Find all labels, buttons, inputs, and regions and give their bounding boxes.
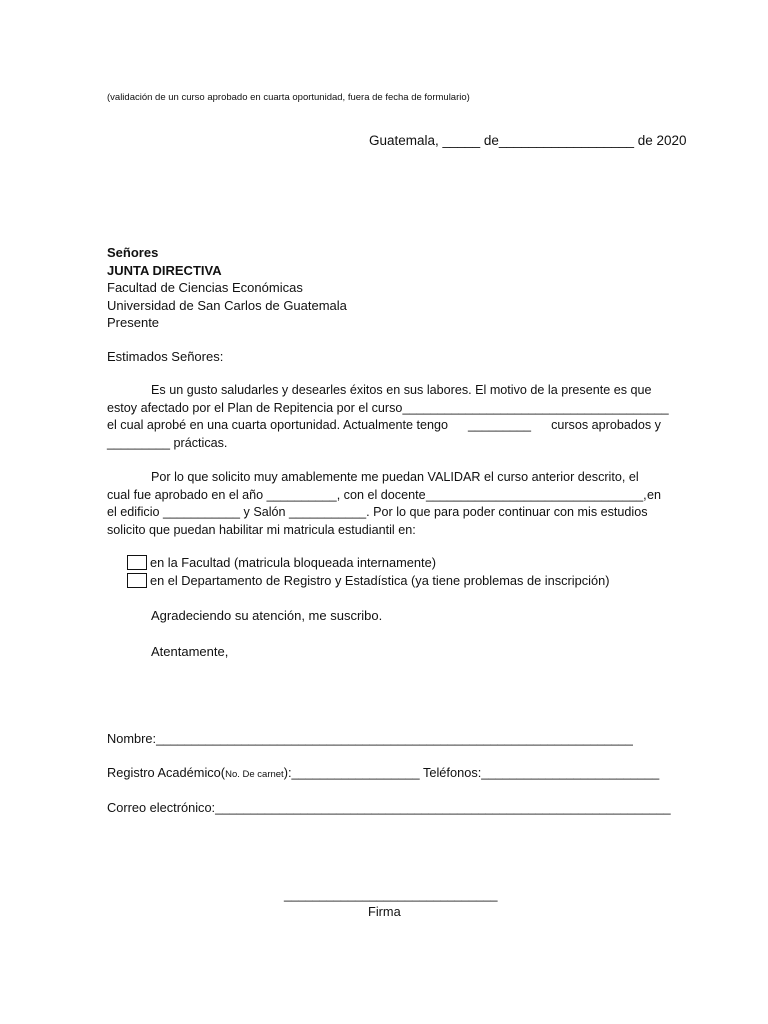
paragraph-line xyxy=(107,435,661,453)
paragraph-line xyxy=(107,469,661,487)
paragraph-text: Por lo que solicito muy amablemente me puedan VALIDAR el curso anterior descrito, el xyxy=(151,470,639,484)
recipient-faculty: Facultad de Ciencias Económicas xyxy=(107,280,303,295)
paragraph-text: el cual aprobé en una cuarta oportunidad. Actualmente tengo xyxy=(107,418,448,433)
recipient-salutation: Señores xyxy=(107,245,159,260)
teacher-blank: _______________________________, xyxy=(425,487,647,502)
signature-line: ______________________________ xyxy=(284,887,498,902)
closing-text: Agradeciendo su atención, me suscribo. xyxy=(151,608,383,623)
course-blank: ______________________________________ xyxy=(402,400,669,415)
paragraph-line xyxy=(107,400,669,418)
greeting: Estimados Señores: xyxy=(107,349,224,364)
registro-field xyxy=(107,765,659,780)
option-faculty xyxy=(127,555,436,570)
paragraph-text: Es un gusto saludarles y desearles éxitos en sus labores. El motivo de la presente es que xyxy=(151,383,652,397)
paragraph-repitencia xyxy=(107,382,669,452)
email-field: Correo electrónico:________________________________________________________________ xyxy=(107,800,671,815)
option-registry-label: en el Departamento de Registro y Estadística (ya tiene problemas de inscripción) xyxy=(150,573,610,588)
paragraph-line xyxy=(107,522,661,540)
signature-label: Firma xyxy=(368,904,401,919)
carnet-hint: No. De carnet xyxy=(225,769,284,780)
paragraph-text: _________ prácticas. xyxy=(107,435,228,450)
registro-phone-blanks: ):__________________ Teléfonos:_________________________ xyxy=(283,765,660,780)
paragraph-line xyxy=(107,417,661,435)
paragraph-line xyxy=(107,382,661,400)
paragraph-text: estoy afectado por el Plan de Repitencia por el curso xyxy=(107,400,403,415)
recipient-university: Universidad de San Carlos de Guatemala xyxy=(107,297,347,313)
paragraph-text: solicito que puedan habilitar mi matricula estudiantil en: xyxy=(107,522,416,537)
paragraph-text: cual fue aprobado en el año __________, con el docente xyxy=(107,487,426,502)
recipient-board: JUNTA DIRECTIVA xyxy=(107,262,222,278)
name-field: Nombre:___________________________________________________________________ xyxy=(107,731,633,746)
option-faculty-label: en la Facultad (matricula bloqueada internamente) xyxy=(150,555,436,570)
paragraph-text: cursos aprobados y xyxy=(551,418,661,433)
date-line: Guatemala, _____ de__________________ de 2020 xyxy=(369,133,687,148)
option-registry xyxy=(127,573,610,588)
paragraph-line xyxy=(107,487,661,505)
paragraph-line xyxy=(107,504,661,522)
checkbox-registry[interactable] xyxy=(127,573,147,588)
checkbox-faculty[interactable] xyxy=(127,555,147,570)
recipient-block xyxy=(107,244,347,332)
paragraph-text: el edificio ___________ y Salón ___________. Por lo que para poder continuar con mis estudios xyxy=(107,505,648,520)
paragraph-text: en xyxy=(646,487,661,502)
regards-text: Atentamente, xyxy=(151,644,229,659)
registro-label: Registro Académico( xyxy=(107,765,226,780)
approved-count-blank: _________ xyxy=(468,418,532,433)
recipient-presente: Presente xyxy=(107,315,160,330)
form-note: (validación de un curso aprobado en cuarta oportunidad, fuera de fecha de formulario) xyxy=(107,92,470,103)
paragraph-validation xyxy=(107,469,661,539)
